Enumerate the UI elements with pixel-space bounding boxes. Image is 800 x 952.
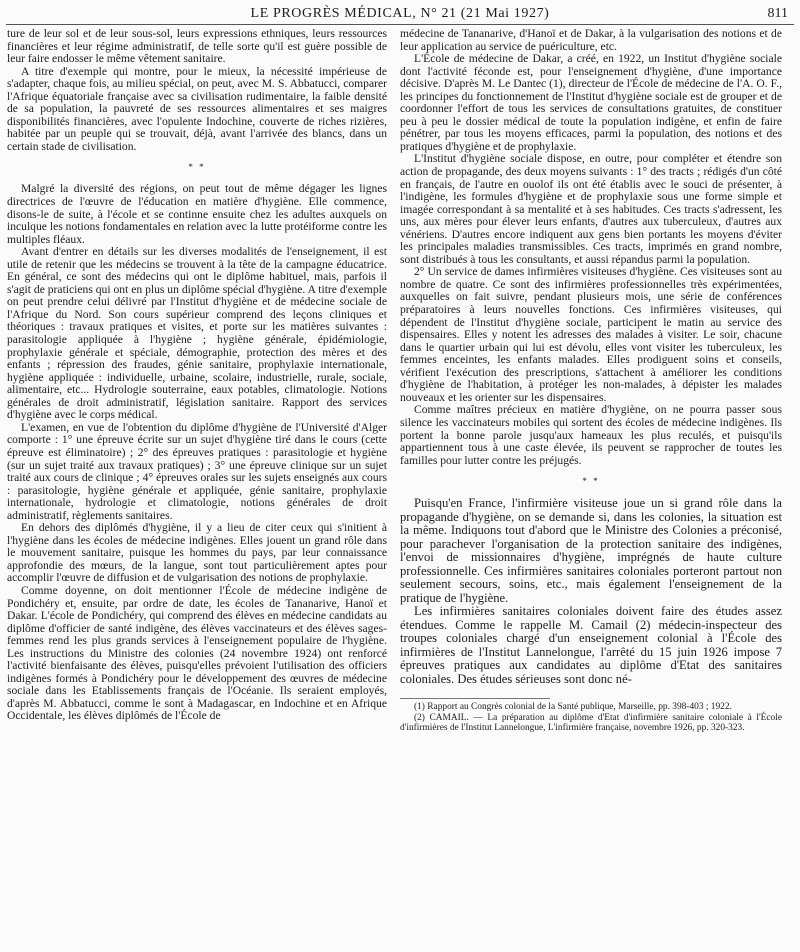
paragraph: Comme doyenne, on doit mentionner l'École de médecine indigène de Pondichéry et, ensuite, par ordre de date, les écoles de Tananarive, Hanoï et Dakar. L'école de Pondichéry, qui comprend des élèves en médecine candidats au diplôme d'officier de santé indigène, des élèves vaccinateurs et des élèves sages-femmes rend les plus grands services à l'enseignement populaire de l'hygiène. Les instructions du Ministre des colonies (24 novembre 1924) ont renforcé l'activité bienfaisante des élèves, puisqu'elles prévoient l'utilisation des officiers indigènes formés à Pondichéry pour le développement des œuvres de médecine sociale dans les Etablissements français de l'Océanie. Ils seraient employés, d'après M. Abbatucci, comme le sont à Madagascar, en Indochine et en Afrique Occidentale, les élèves diplômés de l'École de [7,583,387,723]
paragraph: 2° Un service de dames infirmières visiteuses d'hygiène. Ces visiteuses sont au nombre de quatre. Ce sont des infirmières professionnelles très expérimentées, auxquelles on fait suivre, pendant plusieurs mois, une série de conférences préparatoires à leurs nouvelles fonctions. Ces infirmières visiteuses, qui dépendent de l'Institut d'hygiène sociale, participent le matin au service des dispensaires. Elles y notent les adresses des malades à visiter. Le soir, chacune dans le quartier urbain qui lui est dévolu, elles vont visiter les tuberculeux, les femmes enceintes, les enfants malades. Elles prodiguent soins et conseils, vérifient l'exécution des prescriptions, s'attachent à améliorer les conditions d'hygiène de l'habitation, à protéger les non-malades, à dépister les malades nouveaux et les orienter sur les dispensaires. [400,265,782,404]
footnote: (1) Rapport au Congrès colonial de la Santé publique, Marseille, pp. 398-403 ; 1922. [414,702,732,713]
right-column [400,28,782,734]
paragraph: Avant d'entrer en détails sur les diverses modalités de l'enseignement, il est utile de retenir que les médecins se trouvent à la tête de la campagne éducatrice. En général, ce sont des médecins qui ont le diplôme habituel, mais, parfois il s'agit de praticiens qui ont en plus un diplôme spécial d'hygiène. A titre d'exemple on peut prendre celui délivré par l'Institut d'hygiène et de médecine sociale de l'Afrique du Nord. Son cours supérieur comprend des leçons cliniques et théoriques : travaux pratiques et visites, et porte sur les matières suivantes : parasitologie appliquée à l'hygiène ; hygiène générale, épidémiologie, prophylaxie générale et spéciale, démographie, protection des mères et des enfants ; répression des fraudes, génie sanitaire, prophylaxie internationale, hygiène appliquée : individuelle, urbaine, scolaire, industrielle, rurale, sociale, alimentaire, etc... Hydrologie souterraine, eaux potables, climatologie. Notions générales de droit administratif, législation sanitaire. Rapport des services d'hygiène avec le corps médical. [7,245,387,422]
paragraph: L'École de médecine de Dakar, a créé, en 1922, un Institut d'hygiène sociale dont l'activité féconde est, pour l'enseignement d'hygiène, d'une importance décisive. D'après M. Le Dantec (1), directeur de l'École de médecine de l'A. O. F., les principes du fonctionnement de l'Institut d'hygiène sociale est de grouper et de coordonner l'effort de tous les services de consultations gratuites, de constituer peu à peu le dossier médical de toute la population indigène, et enfin de faire pénétrer, par tous les moyens efficaces, parmi la population, des notions et des pratiques d'hygiène et de prophylaxie. [400,52,782,153]
paragraph: Comme maîtres précieux en matière d'hygiène, on ne pourra passer sous silence les vaccinateurs mobiles qui sortent des écoles de médecine indigènes. Ils portent la bonne parole jusqu'aux hameaux les plus reculés, et puisqu'ils appartiennent tous à une caste élevée, ils peuvent se rapprocher de toutes les familles pour lutter contre les préjugés. [400,403,782,467]
left-column [7,28,387,723]
footnote: (2) CAMAIL. — La préparation au diplôme d'Etat d'infirmière sanitaire coloniale à l'École d'infirmières de l'Institut Lannelongue, L'infirmière française, novembre 1926, pp. 320-323. [400,712,782,734]
paragraph: A titre d'exemple qui montre, pour le mieux, la nécessité impérieuse de s'adapter, chaque fois, au milieu spécial, on peut, avec M. S. Abbatucci, comparer l'Afrique équatoriale française avec sa civilisation rudimentaire, la faible densité de sa population, la pauvreté de ses ressources alimentaires et ses maigres disponibilités financières, avec l'opulente Indochine, couverte de riches rizières, habitée par un peuple qui se trouvait, déjà, avant l'arrivée des blancs, dans un certain stade de civilisation. [7,64,387,153]
page-number: 811 [767,6,788,21]
section-separator: * * [188,162,206,173]
section-separator: * * [582,476,600,487]
paragraph: Malgré la diversité des régions, on peut tout de même dégager les lignes directrices de l'œuvre de l'éducation en matière d'hygiène. Elle commence, disons-le de suite, à l'école et se continne ensuite chez les adultes auxquels on inculque les notions fondamentales en relation avec la lutte protéiforme contre les multiples fléaux. [7,182,387,246]
paragraph: Puisqu'en France, l'infirmière visiteuse joue un si grand rôle dans la propagande d'hygiène, on se demande si, dans les colonies, la situation est la même. Indiquons tout d'abord que le Ministre des Colonies a préconisé, pour parachever l'organisation de la protection sanitaire des indigènes, l'envoi de missionnaires d'hygiène, imprégnés de haute culture professionnelle. Ces infirmières sanitaires coloniales porteront partout non seulement secours, soins, etc., mais également l'enseignement de la pratique de l'hygiène. [400,496,782,605]
running-title: LE PROGRÈS MÉDICAL, N° 21 (21 Mai 1927) [250,6,550,21]
paragraph: L'examen, en vue de l'obtention du diplôme d'hygiène de l'Université d'Alger comporte : 1° une épreuve écrite sur un sujet d'hygiène tiré dans le cours (cette épreuve est éliminatoire) ; 2° des épreuves pratiques : parasitologie et hygiène (sur un sujet traité aux travaux pratiques) ; 3° une épreuve clinique sur un sujet traité aux cours de clinique ; 4° épreuves orales sur les sujets enseignés aux cours : parasitologie, hygiène générale et appliquée, génie sanitaire, prophylaxie internationale, hydrologie et climatologie, notions générales de droit administratif, règlements sanitaires. [7,420,387,522]
paragraph: Les infirmières sanitaires coloniales doivent faire des études assez étendues. Comme le rappelle M. Camail (2) médecin-inspecteur des troupes coloniales chargé d'un enseignement colonial à l'École des infirmières de l'Institut Lannelongue, l'arrêté du 15 juin 1926 impose 7 épreuves pratiques aux candidates au diplôme d'Etat des sanitaires coloniales. Des études sérieuses sont donc né- [400,604,782,686]
running-header [0,6,800,26]
paragraph: L'Institut d'hygiène sociale dispose, en outre, pour compléter et étendre son action de propagande, des deux moyens suivants : 1° des tracts ; rédigés d'un côté en français, de l'autre en ouolof ils ont été établis avec le souci de présenter, à l'indigène, les formules d'hygiène et de prophylaxie sous une forme simple et imagée correspondant à sa mentalité et à ses habitudes. Ces tracts s'adressent, les uns, aux mères pour élever leurs enfants, d'autres aux tuberculeux, d'autres aux vénériens. D'autres encore indiquent aux gens bien portants les moyens d'éviter les principales maladies transmissibles. Ces tracts, imprimés en grand nombre, sont distribués à tous les consultants, et aussi répandus parmi la population. [400,152,782,266]
header-rule [6,24,794,25]
paragraph: médecine de Tananarive, d'Hanoï et de Dakar, à la vulgarisation des notions et de leur application au service de puériculture, etc. [400,27,782,53]
paragraph: ture de leur sol et de leur sous-sol, leurs expressions ethniques, leurs ressources financières et leur régime administratif, de telle sorte qu'il est guère possible de leur faire endosser le même vêtement sanitaire. [7,27,387,66]
paragraph: En dehors des diplômés d'hygiène, il y a lieu de citer ceux qui s'initient à l'hygiène dans les écoles de médecine indigènes. Elles jouent un grand rôle dans le mouvement sanitaire, puisque les hommes du pays, par leur connaissance approfondie des mœurs, de la langue, sont tout particulièrement aptes pour accomplir l'œuvre de diffusion et de vulgarisation des notions de prophylaxie. [7,521,387,585]
